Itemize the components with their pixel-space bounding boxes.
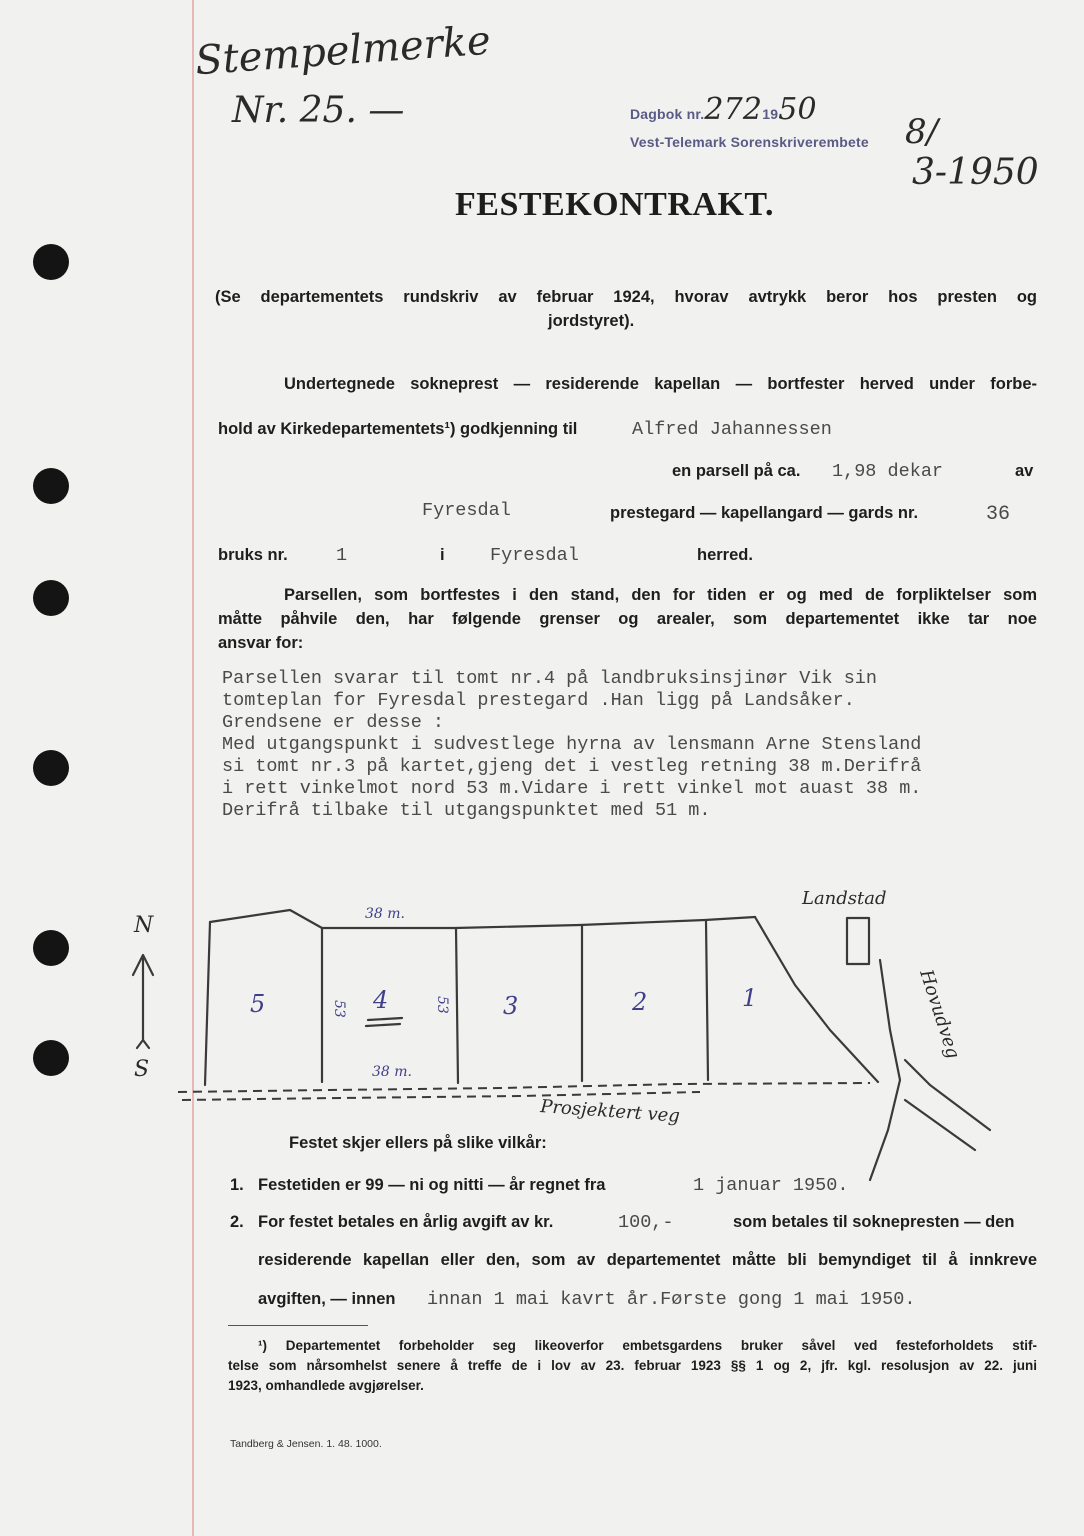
- condition-2-suffix: som betales til soknepresten — den: [733, 1213, 1015, 1231]
- herred-label: herred.: [697, 546, 753, 564]
- footnote-line-2: telse som nårsomhelst senere å treffe de i lov av 23. februar 1923 §§ 1 og 2, jfr. kgl. resolusjon av 22. juni: [228, 1358, 1037, 1373]
- sketch-road-hovudveg: [905, 1100, 975, 1150]
- sketch-road-projected: [182, 1092, 700, 1100]
- lot-label-4: 4: [373, 986, 389, 1014]
- stamp-dagbok-label: Dagbok nr.: [630, 106, 705, 122]
- sketch-divider: [456, 928, 458, 1083]
- herred-name-field: Fyresdal: [490, 545, 579, 566]
- condition-1-date: 1 januar 1950.: [693, 1175, 849, 1196]
- road-label: Prosjektert veg: [539, 1096, 681, 1127]
- condition-2-line-3-label: avgiften, — innen: [258, 1290, 396, 1308]
- sketch-road-projected: [178, 1083, 870, 1092]
- footnote-line-1: ¹) Departementet forbeholder seg likeoverfor embetsgardens bruker såvel ved festeforholdets stif-: [258, 1338, 1037, 1353]
- description-line: Parsellen svarar til tomt nr.4 på landbruksinsjinør Vik sin: [222, 668, 878, 689]
- lot-label-5: 5: [250, 990, 266, 1018]
- bottom-measure: 38 m.: [372, 1064, 412, 1080]
- footnote-rule: [228, 1325, 368, 1326]
- footnote-line-3: 1923, omhandlede avgjørelser.: [228, 1378, 424, 1393]
- handwritten-stempelmerke: Stempelmerke: [193, 17, 493, 85]
- tenant-name-field: Alfred Jahannessen: [632, 419, 832, 440]
- lot-label-2: 2: [632, 988, 648, 1016]
- stamp-office: Vest-Telemark Sorenskriverembete: [630, 134, 869, 150]
- sketch-house-landstad: [847, 918, 869, 964]
- i-label: i: [440, 546, 445, 564]
- parsell-label: en parsell på ca.: [672, 462, 801, 480]
- lot-label-1: 1: [742, 984, 758, 1012]
- condition-2-prefix: For festet betales en årlig avgift av kr.: [258, 1213, 554, 1231]
- hovudveg-label: Hovudveg: [915, 967, 964, 1062]
- condition-2-line-3-typed: innan 1 mai kavrt år.Første gong 1 mai 1950.: [427, 1289, 916, 1310]
- sketch-divider: [706, 921, 708, 1080]
- para2-line-3: ansvar for:: [218, 634, 304, 652]
- sketch-diagonal: [755, 917, 878, 1082]
- description-line: Med utgangspunkt i sudvestlege hyrna av lensmann Arne Stensland: [222, 734, 922, 755]
- compass-n: N: [134, 913, 154, 938]
- description-line: i rett vinkelmot nord 53 m.Vidare i rett vinkel mot auast 38 m.: [222, 778, 922, 799]
- description-line: tomteplan for Fyresdal prestegard .Han ligg på Landsåker.: [222, 690, 855, 711]
- stamp-year-suffix: 50: [778, 92, 817, 127]
- description-line: Derifrå tilbake til utgangspunktet med 51 m.: [222, 800, 711, 821]
- conditions-heading: Festet skjer ellers på slike vilkår:: [289, 1134, 547, 1152]
- para2-line-2: måtte påhvile den, har følgende grenser og arealer, som departementet ikke tar noe: [218, 610, 1037, 628]
- intro-line-2: jordstyret).: [548, 312, 635, 330]
- av-label: av: [1015, 462, 1034, 480]
- sketch-road-hovudveg: [870, 960, 900, 1180]
- stamp-date-rest: 3-1950: [912, 152, 1039, 193]
- condition-2-amount: 100,-: [618, 1212, 674, 1233]
- intro-line-1: (Se departementets rundskriv av februar 1924, hvorav avtrykk beror hos presten og: [215, 288, 1037, 306]
- stamp-date-day: 8/: [905, 112, 939, 152]
- area-field: 1,98 dekar: [832, 461, 944, 482]
- top-measure: 38 m.: [365, 906, 405, 922]
- para2-line-1: Parsellen, som bortfestes i den stand, den for tiden er og med de forpliktelser som: [284, 586, 1037, 604]
- bruks-nr-field: 1: [336, 545, 348, 566]
- condition-1-text: Festetiden er 99 — ni og nitti — år regnet fra: [258, 1176, 606, 1194]
- sketch-boundary-top: [210, 910, 755, 928]
- para1-line-2-label: hold av Kirkedepartementets¹) godkjenning til: [218, 420, 578, 438]
- bruks-label: bruks nr.: [218, 546, 288, 564]
- document-title: FESTEKONTRAKT.: [455, 186, 775, 223]
- printer-imprint: Tandberg & Jensen. 1. 48. 1000.: [230, 1438, 382, 1450]
- sketch-mark: [368, 1018, 402, 1020]
- condition-1-number: 1.: [230, 1176, 244, 1194]
- stamp-year-prefix: 19: [762, 106, 779, 122]
- gards-label: prestegard — kapellangard — gards nr.: [610, 504, 919, 522]
- description-line: si tomt nr.3 på kartet,gjeng det i vestleg retning 38 m.Derifrå: [222, 756, 922, 777]
- gards-nr-field: 36: [986, 503, 1011, 526]
- sketch-road-hovudveg: [905, 1060, 990, 1130]
- lot-label-3: 3: [503, 992, 519, 1020]
- compass-tail: [137, 1040, 149, 1048]
- sketch-mark: [366, 1024, 400, 1026]
- handwritten-number: Nr. 25. —: [232, 90, 405, 131]
- sketch-boundary-left: [205, 922, 210, 1085]
- description-line: Grendsene er desse :: [222, 712, 445, 733]
- compass-s: S: [134, 1057, 150, 1082]
- landstad-label: Landstad: [802, 888, 887, 909]
- side-mark: 53: [434, 996, 450, 1014]
- stamp-dagbok-number: 272: [704, 92, 763, 127]
- condition-2-number: 2.: [230, 1213, 244, 1231]
- estate-name-field: Fyresdal: [422, 500, 511, 521]
- condition-2-line-2: residerende kapellan eller den, som av departementet måtte bli bemyndiget til å innkreve: [258, 1251, 1037, 1269]
- para1-line-1: Undertegnede sokneprest — residerende kapellan — bortfester herved under forbe-: [284, 375, 1037, 393]
- side-mark: 53: [331, 1000, 347, 1018]
